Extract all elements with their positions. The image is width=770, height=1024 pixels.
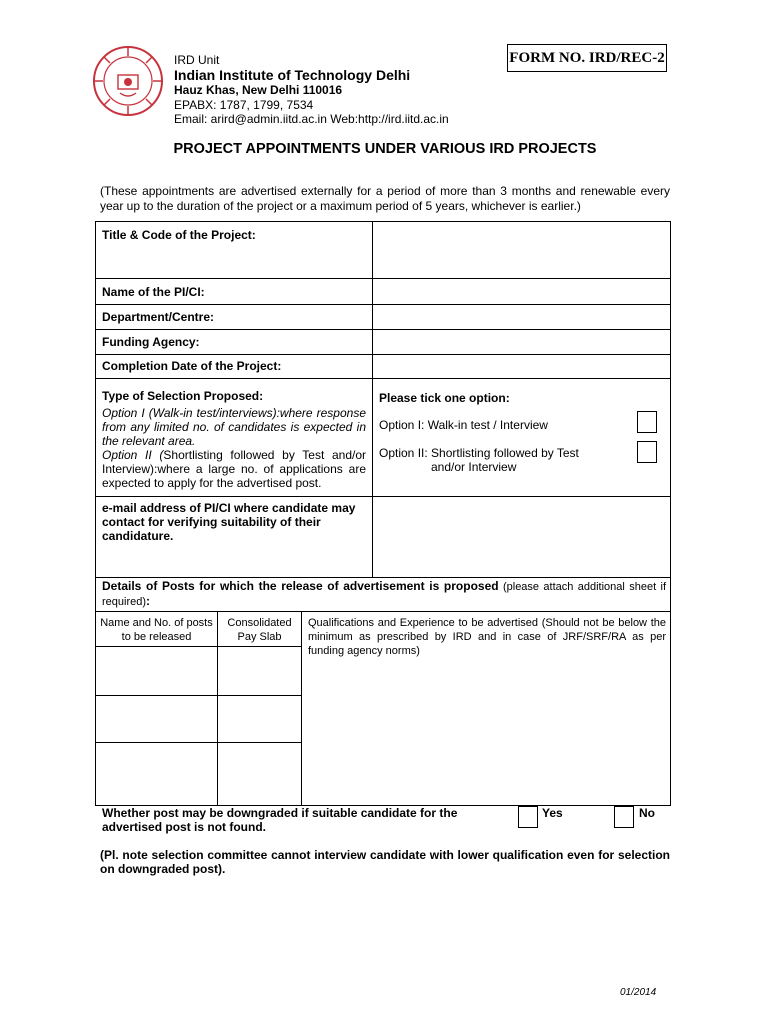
option2-choice-label-cont: and/or Interview	[431, 460, 517, 474]
tick-one-label: Please tick one option:	[379, 391, 510, 405]
selection-note: (Pl. note selection committee cannot interview candidate with lower qualification even for selection on downgraded post).	[100, 848, 670, 876]
downgrade-yes-checkbox[interactable]	[518, 806, 538, 828]
title-code-label: Title & Code of the Project:	[102, 228, 256, 242]
col-pay-slab-header: Consolidated Pay Slab	[227, 617, 292, 643]
form-number-box: FORM NO. IRD/REC-2	[507, 44, 667, 72]
iit-delhi-logo	[92, 45, 164, 117]
posts-heading-note: (please attach additional sheet if required)	[102, 581, 666, 608]
funding-agency-label: Funding Agency:	[102, 335, 200, 349]
option1-choice-label: Option I: Walk-in test / Interview	[379, 418, 548, 432]
page-title: PROJECT APPOINTMENTS UNDER VARIOUS IRD PROJECTS	[173, 141, 597, 157]
downgrade-no-checkbox[interactable]	[614, 806, 634, 828]
option1-text: where response from any limited no. of candidates is expected in the relevant area.	[102, 406, 366, 448]
selection-options-description	[102, 406, 366, 490]
form-revision-date: 01/2014	[620, 987, 657, 998]
contact-line: Email: arird@admin.iitd.ac.in Web:http://ird.iitd.ac.in	[174, 112, 449, 126]
col-qualifications-header: Qualifications and Experience to be advertised (Should not be below the minimum as prescribed by IRD and in case of JRF/SRF/RA as per funding agency norms)	[308, 617, 666, 657]
downgrade-yes-label: Yes	[542, 806, 563, 820]
department-label: Department/Centre:	[102, 310, 215, 324]
email-contact-label: e-mail address of PI/CI where candidate may contact for verifying suitability of their candidature.	[102, 501, 356, 543]
intro-paragraph: (These appointments are advertised externally for a period of more than 3 months and renewable every year up to the duration of the project or a maximum period of 5 years, whichever is earlier.)	[100, 184, 670, 213]
posts-heading	[102, 579, 666, 609]
option1-title: Option I (Walk-in test/interviews):	[102, 406, 280, 420]
col-posts-header: Name and No. of posts to be released	[100, 617, 213, 643]
institute-address: Hauz Khas, New Delhi 110016	[174, 83, 343, 97]
option2-title: Option II (	[102, 448, 164, 462]
institute-name: Indian Institute of Technology Delhi	[174, 67, 411, 83]
posts-heading-bold: Details of Posts for which the release of advertisement is proposed	[102, 579, 499, 593]
option2-choice-label: Option II: Shortlisting followed by Test	[379, 446, 579, 460]
downgrade-question: Whether post may be downgraded if suitable candidate for the advertised post is not found.	[102, 806, 458, 834]
downgrade-no-label: No	[639, 806, 655, 820]
posts-heading-colon: :	[146, 594, 151, 608]
epabx-line: EPABX: 1787, 1799, 7534	[174, 98, 314, 112]
option2-checkbox[interactable]	[637, 441, 657, 463]
pi-name-label: Name of the PI/CI:	[102, 285, 205, 299]
option1-checkbox[interactable]	[637, 411, 657, 433]
completion-date-label: Completion Date of the Project:	[102, 359, 282, 373]
title-code-field[interactable]	[373, 222, 670, 278]
email-contact-field[interactable]	[373, 497, 670, 577]
ird-unit-label: IRD Unit	[174, 53, 220, 67]
selection-type-label: Type of Selection Proposed:	[102, 389, 264, 403]
option2-text: Shortlisting followed by Test and/or Interview):where a large no. of applications are expected to apply for the advertised post.	[102, 448, 367, 490]
